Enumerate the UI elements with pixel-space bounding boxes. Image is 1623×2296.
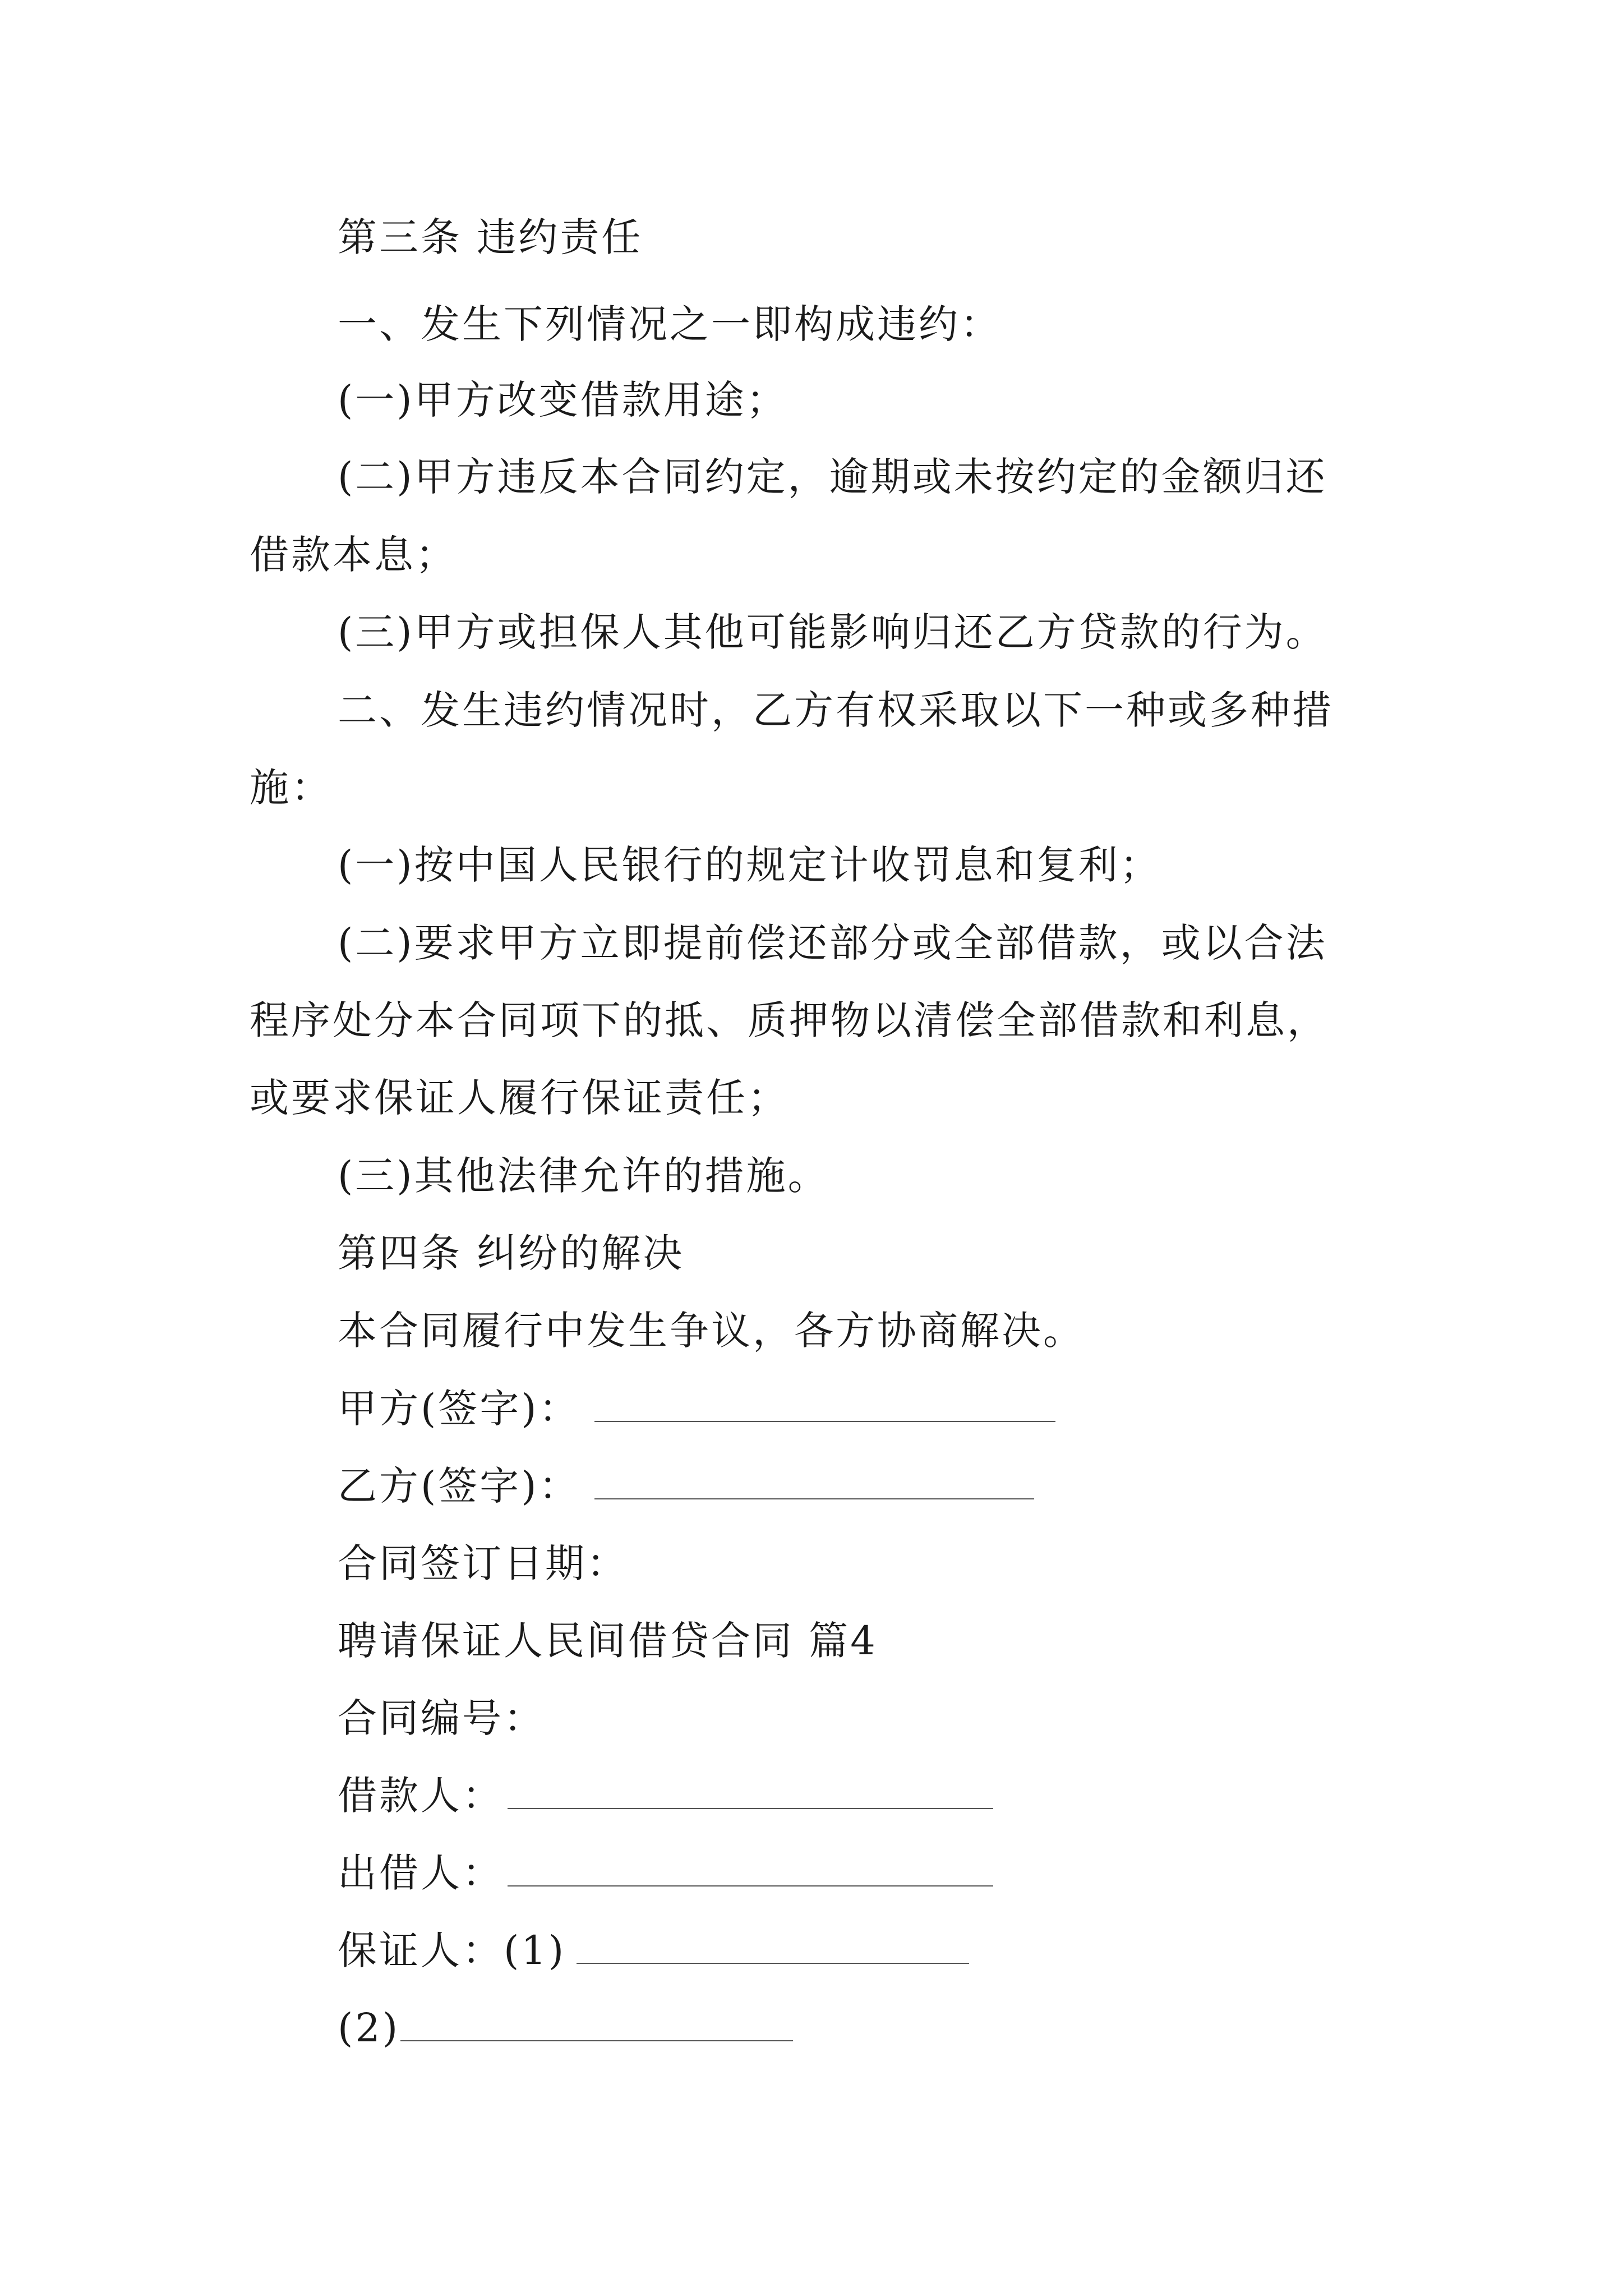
signing-date-label: 合同签订日期： — [338, 1540, 628, 1586]
default-item-2-line-1: (二)甲方违反本合同约定，逾期或未按约定的金额归还 — [338, 454, 1327, 500]
default-item-2-line-2: 借款本息； — [250, 532, 457, 578]
party-b-signature-blank — [594, 1498, 1034, 1499]
guarantor-1-label: 保证人：(1) — [338, 1927, 566, 1973]
party-b-signature-label: 乙方(签字)： — [338, 1463, 580, 1509]
guarantor-2-label: (2) — [338, 2005, 400, 2051]
borrower-blank — [508, 1808, 993, 1809]
remedy-item-3: (三)其他法律允许的措施。 — [338, 1153, 829, 1199]
remedy-item-2-line-3: 或要求保证人履行保证责任； — [250, 1075, 789, 1121]
remedy-intro-line-1: 二、发生违约情况时，乙方有权采取以下一种或多种措 — [338, 687, 1334, 733]
contract-number-label: 合同编号： — [338, 1695, 545, 1741]
lender-blank — [508, 1885, 993, 1887]
guarantor-2-blank — [400, 2040, 793, 2041]
remedy-item-2-line-2: 程序处分本合同项下的抵、质押物以清偿全部借款和利息， — [250, 997, 1329, 1043]
lender-label: 出借人： — [338, 1850, 504, 1896]
default-item-3: (三)甲方或担保人其他可能影响归还乙方贷款的行为。 — [338, 609, 1327, 655]
default-intro: 一、发生下列情况之一即构成违约： — [338, 301, 1002, 347]
article4-title: 第四条 纠纷的解决 — [338, 1230, 685, 1276]
dispute-resolution-text: 本合同履行中发生争议，各方协商解决。 — [338, 1308, 1085, 1354]
remedy-item-1: (一)按中国人民银行的规定计收罚息和复利； — [338, 842, 1161, 888]
remedy-intro-line-2: 施： — [250, 765, 333, 811]
article3-title: 第三条 违约责任 — [338, 214, 643, 260]
borrower-label: 借款人： — [338, 1773, 504, 1819]
default-item-1: (一)甲方改变借款用途； — [338, 377, 788, 423]
party-a-signature-blank — [594, 1421, 1055, 1422]
guarantor-1-blank — [577, 1963, 969, 1964]
remedy-item-2-line-1: (二)要求甲方立即提前偿还部分或全部借款，或以合法 — [338, 920, 1327, 966]
party-a-signature-label: 甲方(签字)： — [338, 1386, 580, 1432]
section-title: 聘请保证人民间借贷合同 篇4 — [338, 1618, 878, 1664]
